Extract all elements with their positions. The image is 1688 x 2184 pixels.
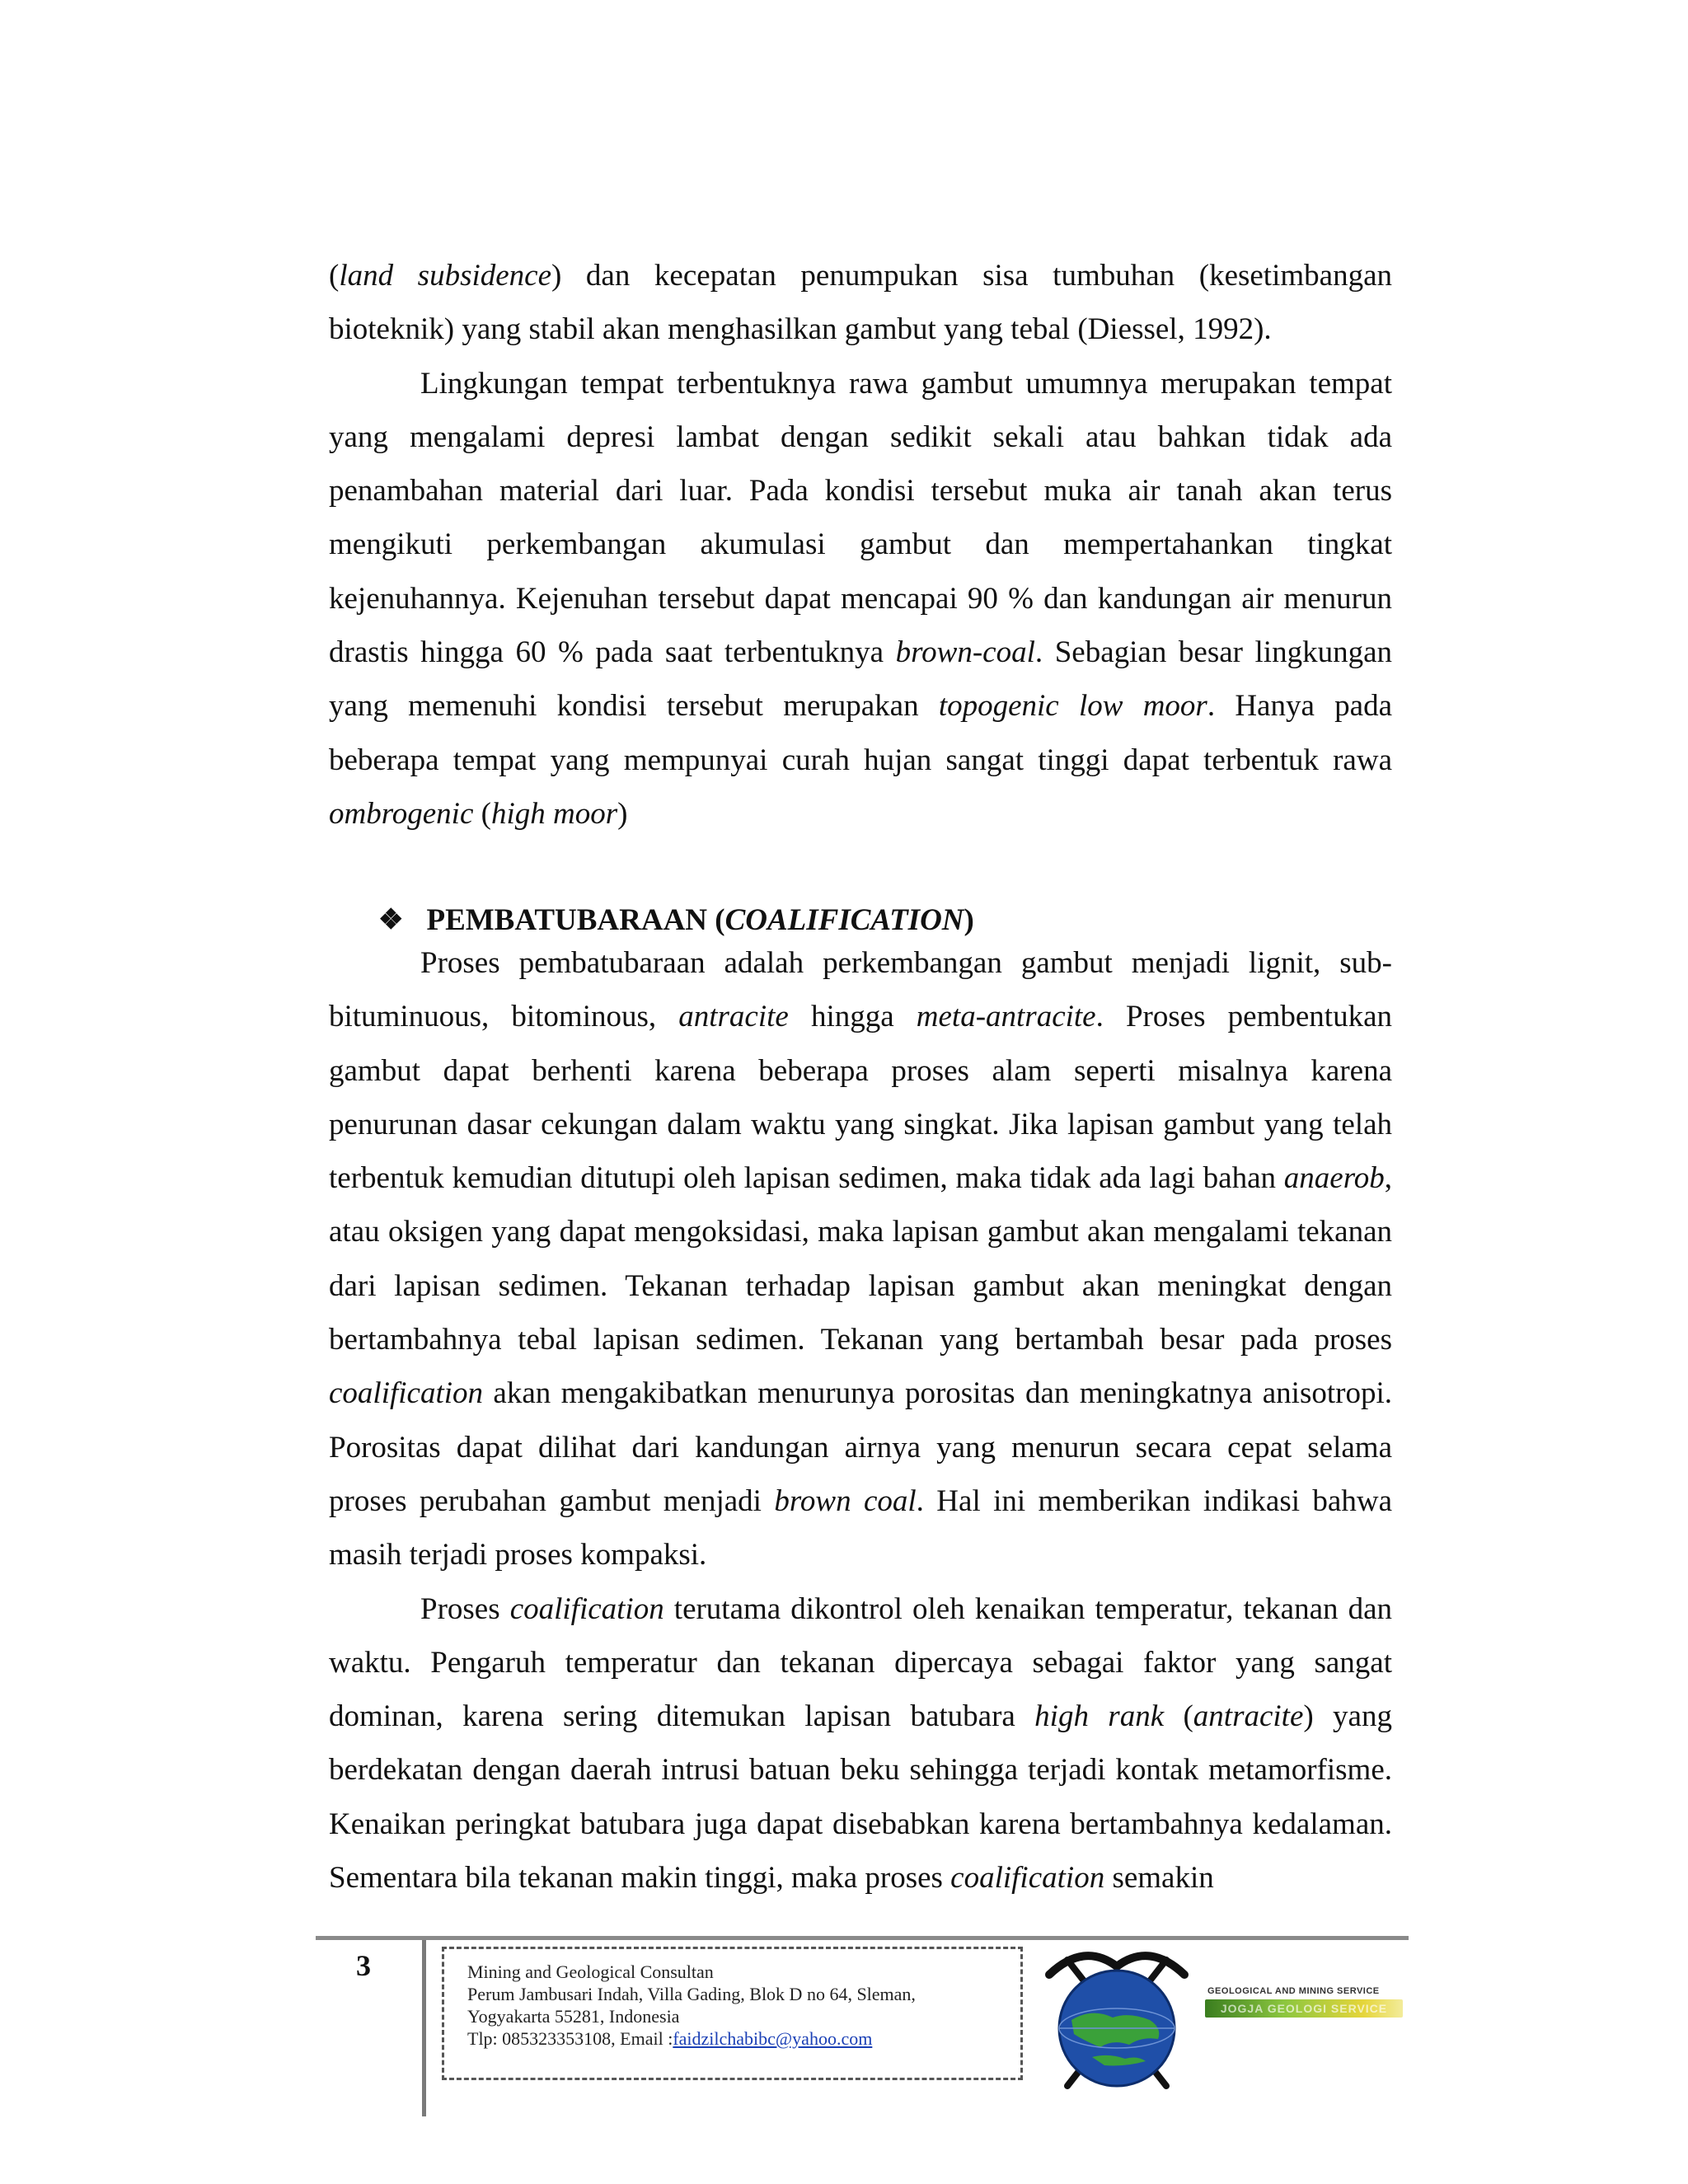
heading-part: PEMBATUBARAAN (	[426, 902, 725, 937]
paragraph-text: )	[617, 796, 628, 831]
italic-term: coalification	[329, 1376, 484, 1411]
paragraph-text: (	[473, 796, 491, 831]
italic-term: ombrogenic	[329, 796, 474, 831]
contact-box	[442, 1947, 1023, 2080]
paragraph-text: hingga	[788, 1000, 917, 1034]
phone-text: Tlp: 085323353108, Email :	[467, 2028, 673, 2049]
paragraph-text: . Hanya pada beberapa tempat yang mempunyai curah hujan sangat tinggi dapat terbentuk rawa	[329, 689, 1392, 777]
paragraph-lingkungan	[329, 357, 1392, 841]
italic-term: antracite	[678, 1000, 789, 1034]
paragraph-coalification	[329, 1582, 1392, 1905]
heading-italic: COALIFICATION	[724, 902, 964, 937]
italic-term: anaerob	[1283, 1161, 1385, 1196]
paragraph-pembatubaraan	[329, 936, 1392, 1582]
italic-term: high moor	[490, 796, 618, 831]
paragraph-land-subsidence: (land subsidence) dan kecepatan penumpukan sisa tumbuhan (kesetimbangan bioteknik) yang stabil akan menghasilkan gambut yang tebal (Diessel, 1992).	[329, 259, 1392, 347]
paragraph-text: . Sebagian besar lingkungan yang memenuhi kondisi tersebut merupakan	[329, 635, 1393, 724]
diamond-bullet-icon: ❖	[378, 905, 404, 935]
paragraph-text: Proses	[420, 1591, 510, 1626]
contact-line	[467, 2027, 1009, 2050]
page-number: 3	[356, 1949, 371, 1982]
paragraph-text: Lingkungan tempat terbentuknya rawa gambut umumnya merupakan tempat yang mengalami depresi lambat dengan sedikit sekali atau bahkan tidak ada penambahan material dari luar. Pada kondisi tersebut muka air tanah akan terus mengikuti perkembangan akumulasi gambut dan mempertahankan tingkat kejenuhannya. Kejenuhan tersebut dapat mencapai 90 % dan kandungan air menurun drastis hingga 60 % pada saat terbentuknya	[329, 366, 1392, 670]
italic-term: antracite	[1193, 1699, 1304, 1734]
address-line-2: Yogyakarta 55281, Indonesia	[467, 2006, 680, 2027]
company-name: Mining and Geological Consultan	[467, 1961, 714, 1982]
italic-term: brown coal	[774, 1483, 917, 1518]
address-line-1: Perum Jambusari Indah, Villa Gading, Blok D no 64, Sleman,	[467, 1984, 916, 2004]
paragraph-text: . Hal ini memberikan indikasi bahwa masih terjadi proses kompaksi.	[329, 1483, 1392, 1572]
paragraph-text: (	[1164, 1699, 1193, 1734]
footer-divider	[316, 1936, 1409, 1940]
heading-text	[426, 902, 973, 938]
body-text-bottom	[329, 936, 1392, 1905]
italic-term: coalification	[509, 1591, 664, 1626]
italic-term: meta-antracite	[916, 1000, 1096, 1034]
italic-term: brown-coal	[895, 635, 1035, 670]
logo-banner	[1205, 1999, 1403, 2018]
paragraph-text: Proses pembatubaraan adalah perkembangan gambut menjadi lignit, sub-bituminuous, bitominous,	[329, 946, 1392, 1034]
italic-term: high rank	[1034, 1699, 1165, 1734]
italic-term: coalification	[950, 1861, 1105, 1896]
paragraph-text: ) yang berdekatan dengan daerah intrusi batuan beku sehingga terjadi kontak metamorfisme. Kenaikan peringkat batubara juga dapat disebabkan karena bertambahnya kedalaman. Sementara bila tekanan makin tinggi, maka proses	[329, 1699, 1392, 1896]
paragraph-text: akan mengakibatkan menurunya porositas dan meningkatnya anisotropi. Porositas dapat dilihat dari kandungan airnya yang menurun secara cepat selama proses perubahan gambut menjadi	[329, 1376, 1392, 1518]
heading-part: )	[964, 902, 974, 937]
email-link[interactable]: faidzilchabibc@yahoo.com	[673, 2028, 873, 2049]
footer-vertical-divider	[422, 1940, 426, 2116]
body-text-top	[329, 249, 1392, 841]
company-logo-icon	[1034, 1942, 1199, 2102]
paragraph-text: semakin	[1104, 1861, 1214, 1896]
paragraph-text: , atau oksigen yang dapat mengoksidasi, maka lapisan gambut akan mengalami tekanan dari lapisan sedimen. Tekanan terhadap lapisan gambut akan meningkat dengan bertambahnya tebal lapisan sedimen. Tekanan yang bertambah besar pada proses	[329, 1161, 1392, 1357]
italic-term: topogenic low moor	[938, 689, 1207, 724]
paragraph-text: terutama dikontrol oleh kenaikan temperatur, tekanan dan waktu. Pengaruh temperatur dan tekanan dipercaya sebagai faktor yang sangat dominan, karena sering ditemukan lapisan batubara	[329, 1591, 1392, 1734]
paragraph-text: ) dan kecepatan penumpukan sisa tumbuhan (kesetimbangan bioteknik) yang stabil akan menghasilkan gambut yang tebal (Diessel, 1992).	[329, 259, 1392, 347]
italic-term: land subsidence	[339, 259, 552, 293]
logo-tagline: GEOLOGICAL AND MINING SERVICE	[1207, 1986, 1380, 1996]
logo-banner-text: JOGJA GEOLOGI SERVICE	[1220, 2002, 1388, 2015]
paragraph-text: . Proses pembentukan gambut dapat berhenti karena beberapa proses alam seperti misalnya karena penurunan dasar cekungan dalam waktu yang singkat. Jika lapisan gambut yang telah terbentuk kemudian ditutupi oleh lapisan sedimen, maka tidak ada lagi bahan	[329, 1000, 1392, 1196]
